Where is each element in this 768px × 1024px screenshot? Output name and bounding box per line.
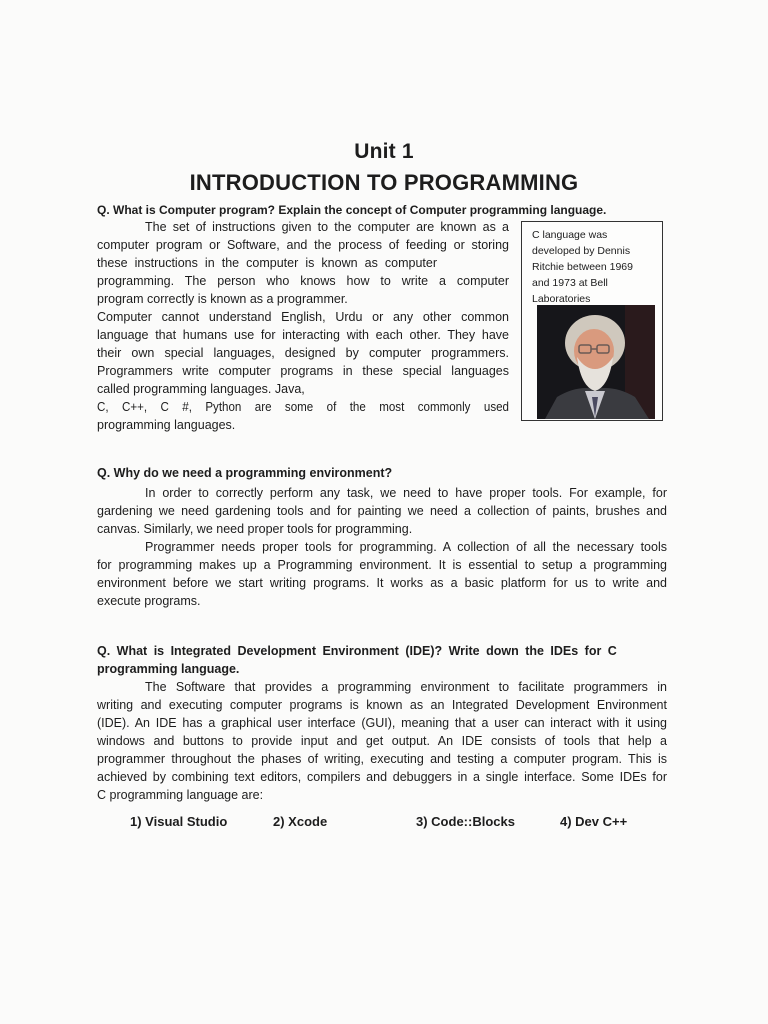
paragraph-line: gardening we need gardening tools and for painting we need a collection of paints, brushes and	[97, 504, 667, 518]
section1-paragraph	[97, 218, 509, 434]
paragraph-line: environment before we start writing programs. It works as a basic platform for us to write and	[97, 576, 667, 590]
caption-text	[532, 227, 656, 307]
paragraph-line: program correctly is known as a programmer.	[97, 292, 348, 306]
question-ide-line1: Q. What is Integrated Development Environment (IDE)? Write down the IDEs for C	[97, 644, 617, 658]
paragraph-line: Programmer needs proper tools for programming. A collection of all the necessary tools	[145, 540, 667, 554]
ide-item-codeblocks: 3) Code::Blocks	[416, 814, 515, 829]
paragraph-line: The Software that provides a programming environment to facilitate programmers in	[145, 680, 667, 694]
ide-item-xcode: 2) Xcode	[273, 814, 328, 829]
paragraph-line: Computer cannot understand English, Urdu or any other common	[97, 310, 509, 324]
portrait-photo	[537, 305, 655, 419]
section3-paragraph	[97, 678, 667, 804]
caption-line: Laboratories	[532, 293, 591, 305]
paragraph-line: programming languages.	[97, 418, 236, 432]
paragraph-line: computer program or Software, and the process of feeding or storing	[97, 238, 509, 252]
ide-item-visual-studio: 1) Visual Studio	[130, 814, 228, 829]
paragraph-line: language that humans use for interacting with each other. They have	[97, 328, 509, 342]
paragraph-line: writing and executing computer programs is known as an Integrated Development Environment	[97, 698, 667, 712]
caption-line: C language was	[532, 229, 608, 241]
paragraph-line: windows and buttons to provide input and get output. An IDE consists of tools that help a	[97, 734, 667, 748]
portrait-illustration	[537, 305, 655, 419]
page-title: INTRODUCTION TO PROGRAMMING	[189, 170, 579, 195]
question-ide-line2: programming language.	[97, 662, 240, 676]
paragraph-line: (IDE). An IDE has a graphical user interface (GUI), meaning that a user can interact with it using	[97, 716, 667, 730]
paragraph-line: programming. The person who knows how to write a computer	[97, 274, 509, 288]
unit-heading: Unit 1	[354, 140, 414, 163]
caption-box	[521, 221, 663, 421]
ide-item-devcpp: 4) Dev C++	[560, 814, 628, 829]
paragraph-line: In order to correctly perform any task, we need to have proper tools. For example, for	[145, 486, 667, 500]
caption-line: Ritchie between 1969	[532, 261, 633, 273]
section2-paragraph	[97, 484, 667, 610]
paragraph-line: Programmers write computer programs in these special languages	[97, 364, 509, 378]
paragraph-line: programmer throughout the phases of writing, executing and testing a computer program. This is	[97, 752, 667, 766]
paragraph-line: called programming languages. Java,	[97, 382, 305, 396]
caption-line: developed by Dennis	[532, 245, 631, 257]
paragraph-line: execute programs.	[97, 594, 201, 608]
paragraph-line: canvas. Similarly, we need proper tools for programming.	[97, 522, 413, 536]
paragraph-line: C, C++, C #, Python are some of the most commonly used	[97, 400, 509, 414]
question-programming-environment: Q. Why do we need a programming environment?	[97, 466, 393, 480]
question-computer-program: Q. What is Computer program? Explain the concept of Computer programming language.	[97, 203, 607, 217]
paragraph-line: achieved by combining text editors, compilers and debuggers in a single interface. Some IDEs for	[97, 770, 667, 784]
paragraph-line: C programming language are:	[97, 788, 264, 802]
paragraph-line: The set of instructions given to the computer are known as a	[145, 220, 509, 234]
paragraph-line: their own special languages, designed by computer programmers.	[97, 346, 509, 360]
caption-line: and 1973 at Bell	[532, 277, 608, 289]
paragraph-line: for programming makes up a Programming environment. It is essential to setup a programming	[97, 558, 667, 572]
paragraph-line: these instructions in the computer is known as computer	[97, 256, 437, 270]
